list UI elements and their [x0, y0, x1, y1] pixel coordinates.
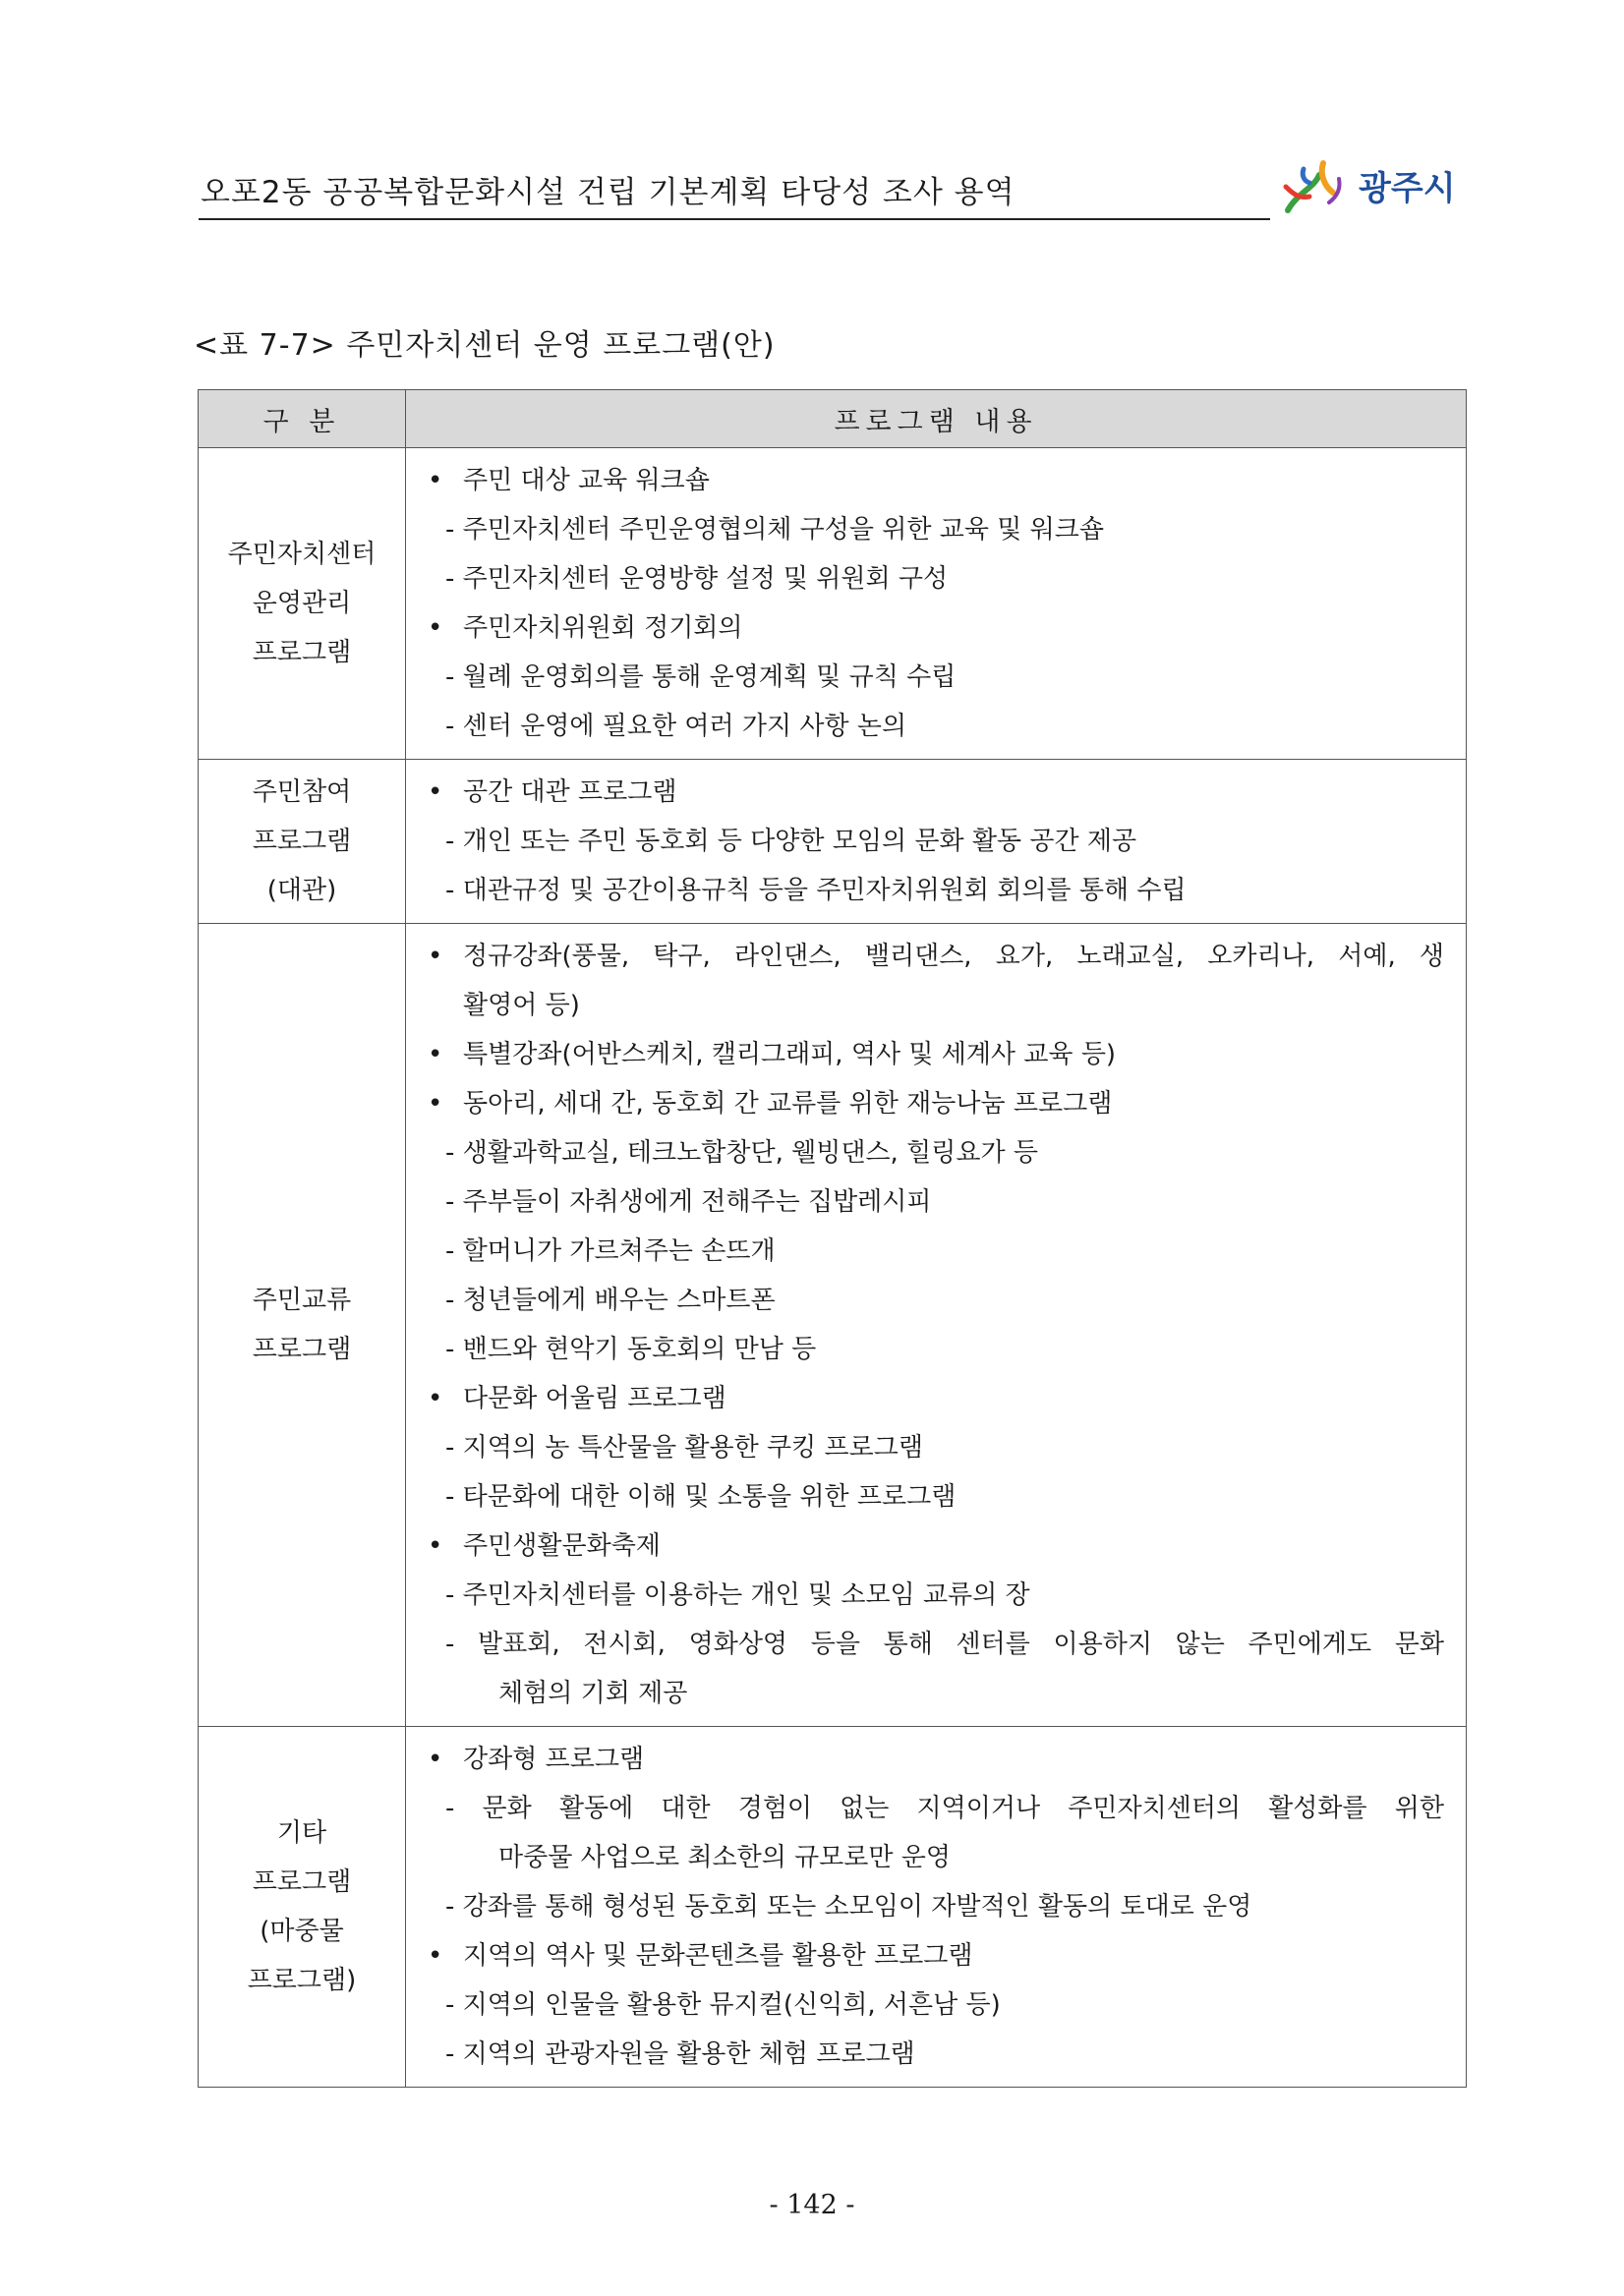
sub-item: 마중물 사업으로 최소한의 규모로만 운영 — [498, 1843, 952, 1872]
table-row — [199, 924, 1467, 1727]
table-row — [199, 448, 1467, 760]
sub-item: 체험의 기회 제공 — [498, 1679, 688, 1708]
report-title: 오포2동 공공복합문화시설 건립 기본계획 타당성 조사 용역 — [201, 175, 1015, 210]
category-line: 프로그램 — [252, 1335, 352, 1364]
sub-item: - 지역의 농 특산물을 활용한 쿠킹 프로그램 — [445, 1433, 923, 1463]
bullet-item: • 공간 대관 프로그램 — [428, 768, 1444, 817]
table-body — [199, 448, 1467, 2088]
sub-item: 활영어 등) — [463, 991, 580, 1020]
sub-item: - 발표회, 전시회, 영화상영 등을 통해 센터를 이용하지 않는 주민에게도 문화 — [445, 1630, 1444, 1659]
content-cell — [406, 448, 1467, 760]
category-line: 프로그램 — [252, 1867, 352, 1897]
category-line: 운영관리 — [252, 589, 352, 618]
category-line: 주민자치센터 — [227, 540, 377, 569]
category-cell — [199, 448, 406, 760]
category-cell — [199, 760, 406, 924]
page-header — [199, 163, 1467, 224]
bullet-item: • 주민생활문화축제 — [428, 1521, 1444, 1571]
page-number: - 142 - — [769, 2190, 855, 2220]
table-row — [199, 1727, 1467, 2088]
sub-item: - 대관규정 및 공간이용규칙 등을 주민자치위원회 회의를 통해 수립 — [445, 876, 1187, 905]
bullet-item: • 다문화 어울림 프로그램 — [428, 1374, 1444, 1423]
category-line: (마중물 — [260, 1917, 344, 1946]
sub-item: - 생활과학교실, 테크노합창단, 웰빙댄스, 힐링요가 등 — [445, 1138, 1038, 1168]
bullet-item: • 주민자치위원회 정기회의 — [428, 603, 1444, 653]
header-category: 구 분 — [199, 390, 406, 448]
sub-item: - 청년들에게 배우는 스마트폰 — [445, 1286, 776, 1315]
sub-item: - 할머니가 가르쳐주는 손뜨개 — [445, 1236, 776, 1266]
table-row — [199, 760, 1467, 924]
content-cell — [406, 1727, 1467, 2088]
bullet-item: • 동아리, 세대 간, 동호회 간 교류를 위한 재능나눔 프로그램 — [428, 1079, 1444, 1128]
category-cell — [199, 924, 406, 1727]
gwangju-emblem-icon — [1280, 153, 1359, 222]
bullet-item: • 특별강좌(어반스케치, 캘리그래피, 역사 및 세계사 교육 등) — [428, 1030, 1444, 1079]
logo-text: 광주시 — [1359, 169, 1456, 208]
sub-item: - 지역의 인물을 활용한 뮤지컬(신익희, 서흔남 등) — [445, 1990, 1001, 2020]
header-rule — [199, 218, 1270, 220]
table-caption: <표 7-7> 주민자치센터 운영 프로그램(안) — [194, 328, 776, 363]
sub-item: - 주부들이 자취생에게 전해주는 집밥레시피 — [445, 1187, 932, 1217]
content-cell — [406, 760, 1467, 924]
category-line: 주민참여 — [252, 777, 352, 807]
category-line: 프로그램 — [252, 638, 352, 667]
table-header-row — [199, 390, 1467, 448]
program-table — [198, 389, 1467, 2088]
category-line: 프로그램 — [252, 827, 352, 856]
sub-item: - 지역의 관광자원을 활용한 체험 프로그램 — [445, 2039, 915, 2069]
gwangju-city-logo — [1280, 153, 1477, 222]
sub-item: - 주민자치센터를 이용하는 개인 및 소모임 교류의 장 — [445, 1580, 1030, 1610]
bullet-item: • 정규강좌(풍물, 탁구, 라인댄스, 밸리댄스, 요가, 노래교실, 오카리나, 서예, 생 — [428, 932, 1444, 981]
category-line: (대관) — [266, 876, 337, 905]
sub-item: - 강좌를 통해 형성된 동호회 또는 소모임이 자발적인 활동의 토대로 운영 — [445, 1892, 1252, 1922]
bullet-item: • 주민 대상 교육 워크숍 — [428, 456, 1444, 505]
sub-item: - 밴드와 현악기 동호회의 만남 등 — [445, 1335, 817, 1364]
sub-item: - 타문화에 대한 이해 및 소통을 위한 프로그램 — [445, 1482, 957, 1512]
bullet-item: • 강좌형 프로그램 — [428, 1735, 1444, 1784]
header-content: 프로그램 내용 — [406, 390, 1467, 448]
sub-item: - 문화 활동에 대한 경험이 없는 지역이거나 주민자치센터의 활성화를 위한 — [445, 1794, 1444, 1823]
sub-item: - 주민자치센터 운영방향 설정 및 위원회 구성 — [445, 564, 949, 594]
category-cell — [199, 1727, 406, 2088]
sub-item: - 센터 운영에 필요한 여러 가지 사항 논의 — [445, 712, 907, 741]
category-line: 프로그램) — [247, 1966, 357, 1995]
sub-item: - 주민자치센터 주민운영협의체 구성을 위한 교육 및 워크숍 — [445, 515, 1105, 545]
category-line: 주민교류 — [252, 1286, 352, 1315]
sub-item: - 월례 운영회의를 통해 운영계획 및 규칙 수립 — [445, 662, 957, 692]
bullet-item: • 지역의 역사 및 문화콘텐츠를 활용한 프로그램 — [428, 1931, 1444, 1980]
sub-item: - 개인 또는 주민 동호회 등 다양한 모임의 문화 활동 공간 제공 — [445, 827, 1137, 856]
content-cell — [406, 924, 1467, 1727]
category-line: 기타 — [276, 1818, 327, 1848]
